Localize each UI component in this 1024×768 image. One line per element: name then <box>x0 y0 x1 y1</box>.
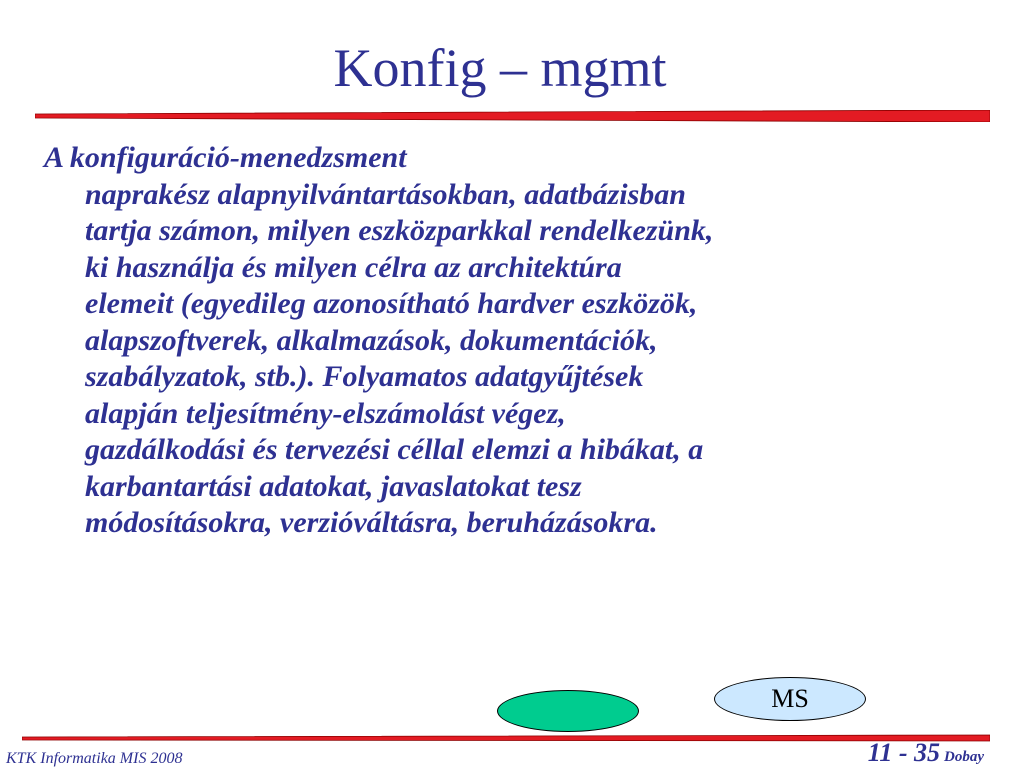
body-line: karbantartási adatokat, javaslatokat tesz <box>85 469 582 503</box>
ms-oval-button[interactable]: MS <box>714 677 866 721</box>
green-oval-button[interactable] <box>497 690 639 732</box>
title-divider <box>35 110 990 122</box>
body-line: ki használja és milyen célra az architektúra <box>85 250 622 284</box>
slide-title: Konfig – mgmt <box>333 38 667 98</box>
body-line: szabályzatok, stb.). Folyamatos adatgyűjtések <box>85 360 644 393</box>
footer-divider <box>22 733 990 743</box>
body-paragraph <box>44 140 944 542</box>
body-line: naprakész alapnyilvántartásokban, adatbázisban <box>85 177 686 211</box>
body-line: tartja számon, milyen eszközparkkal rendelkezünk, <box>85 214 714 247</box>
footer-page-info <box>868 738 984 768</box>
page-number: 11 - 35 <box>867 738 940 767</box>
body-line: módosításokra, verzióváltásra, beruházásokra. <box>85 506 658 539</box>
body-line: gazdálkodási és tervezési céllal elemzi a hibákat, a <box>85 433 704 466</box>
body-line: alapszoftverek, alkalmazások, dokumentációk, <box>85 323 658 357</box>
footer-author: Dobay <box>944 749 984 765</box>
footer-course-label: KTK Informatika MIS 2008 <box>6 750 183 767</box>
body-line: elemeit (egyedileg azonosítható hardver eszközök, <box>85 287 698 320</box>
body-line: alapján teljesítmény-elszámolást végez, <box>85 396 566 430</box>
body-line: A konfiguráció-menedzsment <box>44 141 407 174</box>
